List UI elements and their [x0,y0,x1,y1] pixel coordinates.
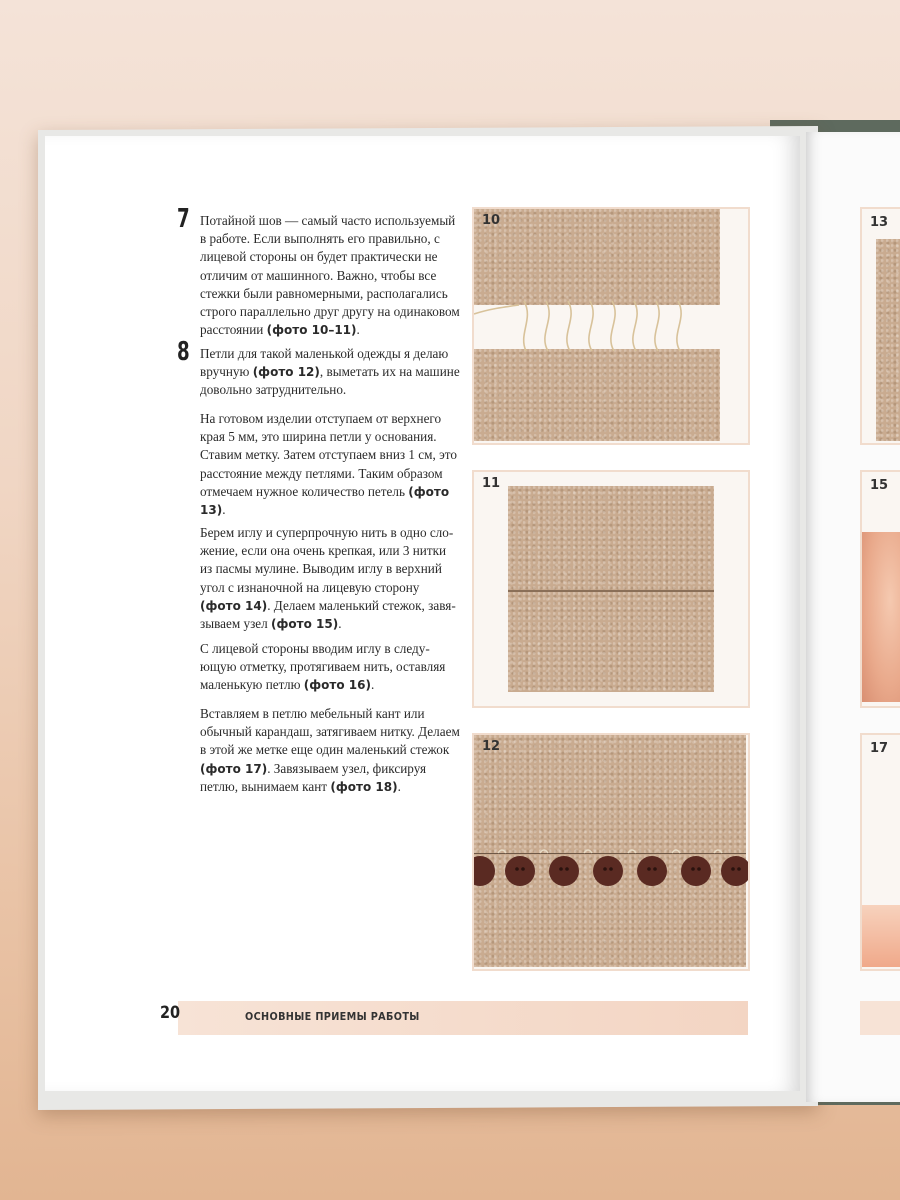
photo-number-13: 13 [870,215,889,230]
buttons-row [474,735,748,969]
paragraph-text: . Делаем маленький стежок, завязываем узел [200,597,456,632]
step-8-paragraph-5 [200,705,460,796]
photo-10 [472,207,750,445]
paragraph-text: . [370,677,375,693]
hand-image [862,905,900,967]
felt-piece [876,239,900,441]
hand-image [862,532,900,702]
paragraph-text: , выметать их на машине довольно затруднительно. [200,364,460,398]
photo-15-partial [860,470,900,708]
stitch-threads [474,209,748,443]
paragraph-text: . [397,778,401,794]
paragraph-text: Петли для такой маленькой одежды я делаю вручную [200,346,449,380]
photo-reference: (фото 12) [252,365,320,380]
paragraph-text: Вставляем в петлю мебельный кант или обычный карандаш, затягиваем нитку. Делаем в этой же метке еще один маленький стежок [200,706,460,758]
photo-13-partial [860,207,900,445]
paragraph-text: Берем иглу и суперпрочную нить в одно сложение, если она очень крепкая, или 3 нитки из пасмы мулине. Выводим иглу в верхний угол с изнаночной на лицевую сторону [200,525,454,595]
photo-12 [472,733,750,971]
felt-piece-top [508,486,714,590]
photo-17-partial [860,733,900,971]
step-8-paragraph-1 [200,345,460,400]
photo-reference: (фото 18) [330,779,398,794]
step-7-paragraph [200,212,460,339]
photo-11 [472,470,750,708]
right-page-footer-band [860,1001,900,1035]
step-number-7: 7 [177,204,190,234]
photo-reference: (фото 13) [200,484,450,518]
page-number: 20 [160,1003,181,1023]
photo-reference: (фото 16) [303,678,371,693]
photo-number-15: 15 [870,478,889,493]
seam-line [508,590,714,592]
paragraph-text: . [338,616,342,632]
photo-number: 12 [482,739,501,754]
section-title: ОСНОВНЫЕ ПРИЕМЫ РАБОТЫ [245,1010,420,1023]
felt-piece-bottom [508,592,714,692]
photo-reference: (фото 10–11) [266,323,357,338]
paragraph-text: . [356,322,360,338]
photo-number: 10 [482,213,501,228]
paragraph-text: На готовом изделии отступаем от верхнего края 5 мм, это ширина петли у основания. Ставим метку. Затем отступаем вниз 1 см, это расстояние между петлями. Таким образом отмечаем нужное количество петель [200,411,457,499]
paragraph-text: С лицевой стороны вводим иглу в следующую отметку, протягиваем нить, оставляя маленькую петлю [200,641,446,693]
photo-number-17: 17 [870,741,889,756]
step-8-paragraph-3 [200,524,460,633]
step-8-paragraph-4 [200,640,460,695]
step-number-8: 8 [177,337,190,367]
paragraph-text: Потайной шов — самый часто используемый в работе. Если выполнять его правильно, с лицевой стороны он будет практически не отличим от машинного. Важно, чтобы все стежки были равномерными, располагались строго параллельно друг другу на одинаковом расстоянии [200,213,460,338]
photo-reference: (фото 15) [271,617,339,632]
photo-reference: (фото 17) [200,761,268,776]
paragraph-text: . [222,502,226,518]
photo-number: 11 [482,476,501,491]
step-8-paragraph-2 [200,410,460,519]
paragraph-text: . Завязываем узел, фиксируя петлю, вынимаем кант [200,760,427,794]
photo-reference: (фото 14) [200,598,268,613]
